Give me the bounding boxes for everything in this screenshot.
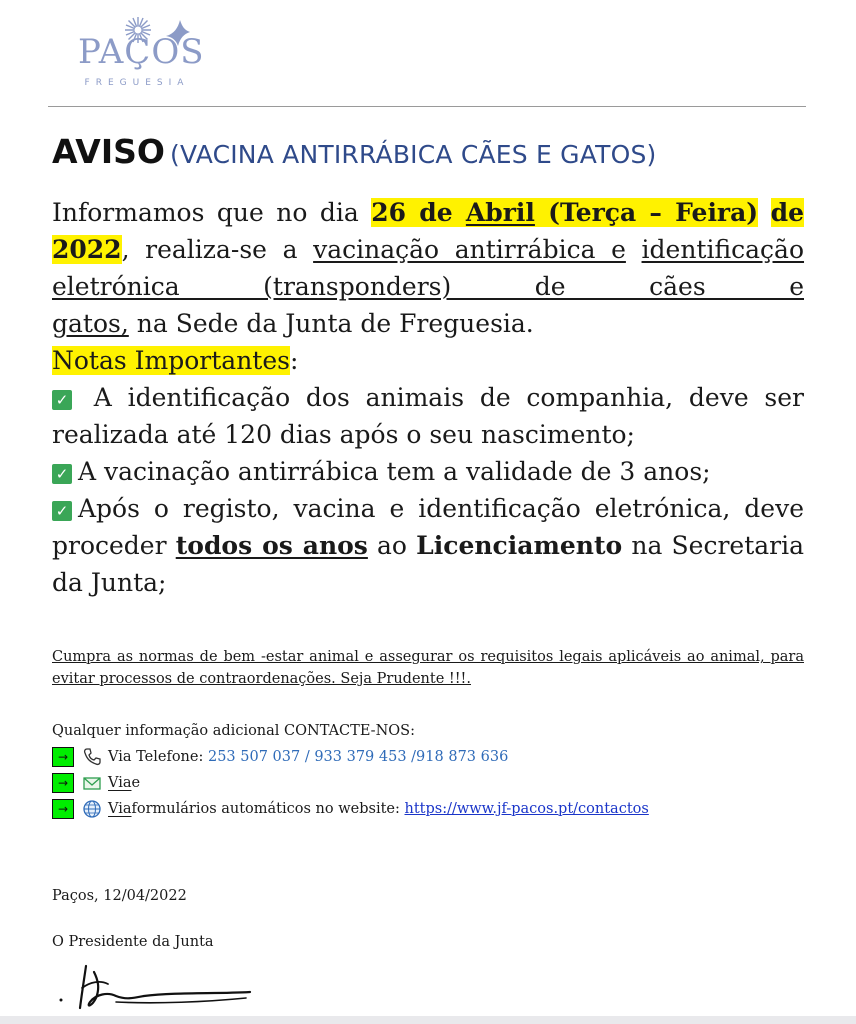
contact-phone <box>52 744 812 770</box>
event-date-month: Abril <box>465 198 535 227</box>
event-date-day: 26 de <box>371 198 466 227</box>
checkbox-checked-icon: ✓ <box>52 464 72 484</box>
website-link[interactable]: https://www.jf-pacos.pt/contactos <box>404 801 649 817</box>
event-date-weekday: (Terça – Feira) <box>534 198 759 227</box>
window-bottom-bar <box>0 1016 856 1024</box>
service-description-3: gatos, <box>52 309 129 338</box>
location-text: na Sede da Junta de Freguesia. <box>128 309 534 338</box>
note-item-3 <box>52 490 804 601</box>
phone-label: Via Telefone: <box>108 749 204 765</box>
logo <box>72 14 205 94</box>
website-label: formulários automáticos no website: <box>131 801 400 817</box>
note-item-1 <box>52 379 804 453</box>
checkbox-checked-icon: ✓ <box>52 501 72 521</box>
disclaimer: Cumpra as normas de bem -estar animal e assegurar os requisitos legais aplicáveis ao animal, para evitar processos de contraordenações. Seja Prudente !!!. <box>52 649 804 687</box>
title-subtitle: (VACINA ANTIRRÁBICA CÃES E GATOS) <box>170 140 657 169</box>
checkbox-checked-icon: ✓ <box>52 390 72 410</box>
intro-paragraph-end <box>52 305 804 342</box>
arrow-icon: → <box>52 747 74 767</box>
page-title <box>52 132 656 171</box>
intro-text-2: , realiza-se a <box>121 235 314 264</box>
title-main: AVISO <box>52 132 165 171</box>
contact-website <box>52 796 812 822</box>
note-item-1-text: A identificação dos animais de companhia, deve ser realizada até 120 dias após o seu nascimento; <box>52 383 804 449</box>
phone-icon <box>82 747 102 767</box>
email-icon[interactable] <box>82 773 102 793</box>
note-item-3-text-b: ao <box>367 531 417 560</box>
note-item-3-licensing: Licenciamento <box>416 531 623 560</box>
contact-email <box>52 770 812 796</box>
notes-colon: : <box>289 346 299 375</box>
logo-subtitle: FREGUESIA <box>84 78 190 88</box>
note-item-3-emphasis: todos os anos <box>175 531 368 560</box>
globe-icon <box>82 799 102 819</box>
document-date: Paços, 12/04/2022 <box>52 888 187 904</box>
header-divider <box>48 106 806 107</box>
notice-body <box>52 194 804 601</box>
notes-heading-text: Notas Importantes <box>52 346 290 375</box>
intro-paragraph <box>52 194 804 305</box>
logo-name: PAÇOS <box>78 32 205 72</box>
service-description-1: vacinação antirrábica e <box>313 235 626 264</box>
note-item-3-text: Após o registo, vacina e identificação eletrónica, deve proceder <box>52 494 804 560</box>
note-item-2-text: A vacinação antirrábica tem a validade de 3 anos; <box>78 457 711 486</box>
contacts-section <box>52 718 812 822</box>
notes-heading <box>52 342 804 379</box>
email-suffix: e <box>131 775 141 791</box>
arrow-icon: → <box>52 773 74 793</box>
intro-text: Informamos que no dia <box>52 198 372 227</box>
phone-numbers[interactable]: 253 507 037 / 933 379 453 /918 873 636 <box>207 749 509 765</box>
arrow-icon: → <box>52 799 74 819</box>
note-item-2 <box>52 453 804 490</box>
note-item-3-text-c: na Secretaria da Junta; <box>52 531 805 597</box>
contacts-heading: Qualquer informação adicional CONTACTE-NOS: <box>52 723 415 739</box>
service-description-2: identificação eletrónica (transponders) de cães e <box>52 235 805 301</box>
handwritten-signature <box>56 958 256 1014</box>
website-via: Via <box>108 801 132 817</box>
email-link[interactable]: Via <box>108 775 132 791</box>
event-date-year: de 2022 <box>52 198 804 264</box>
signatory-title: O Presidente da Junta <box>52 934 214 950</box>
